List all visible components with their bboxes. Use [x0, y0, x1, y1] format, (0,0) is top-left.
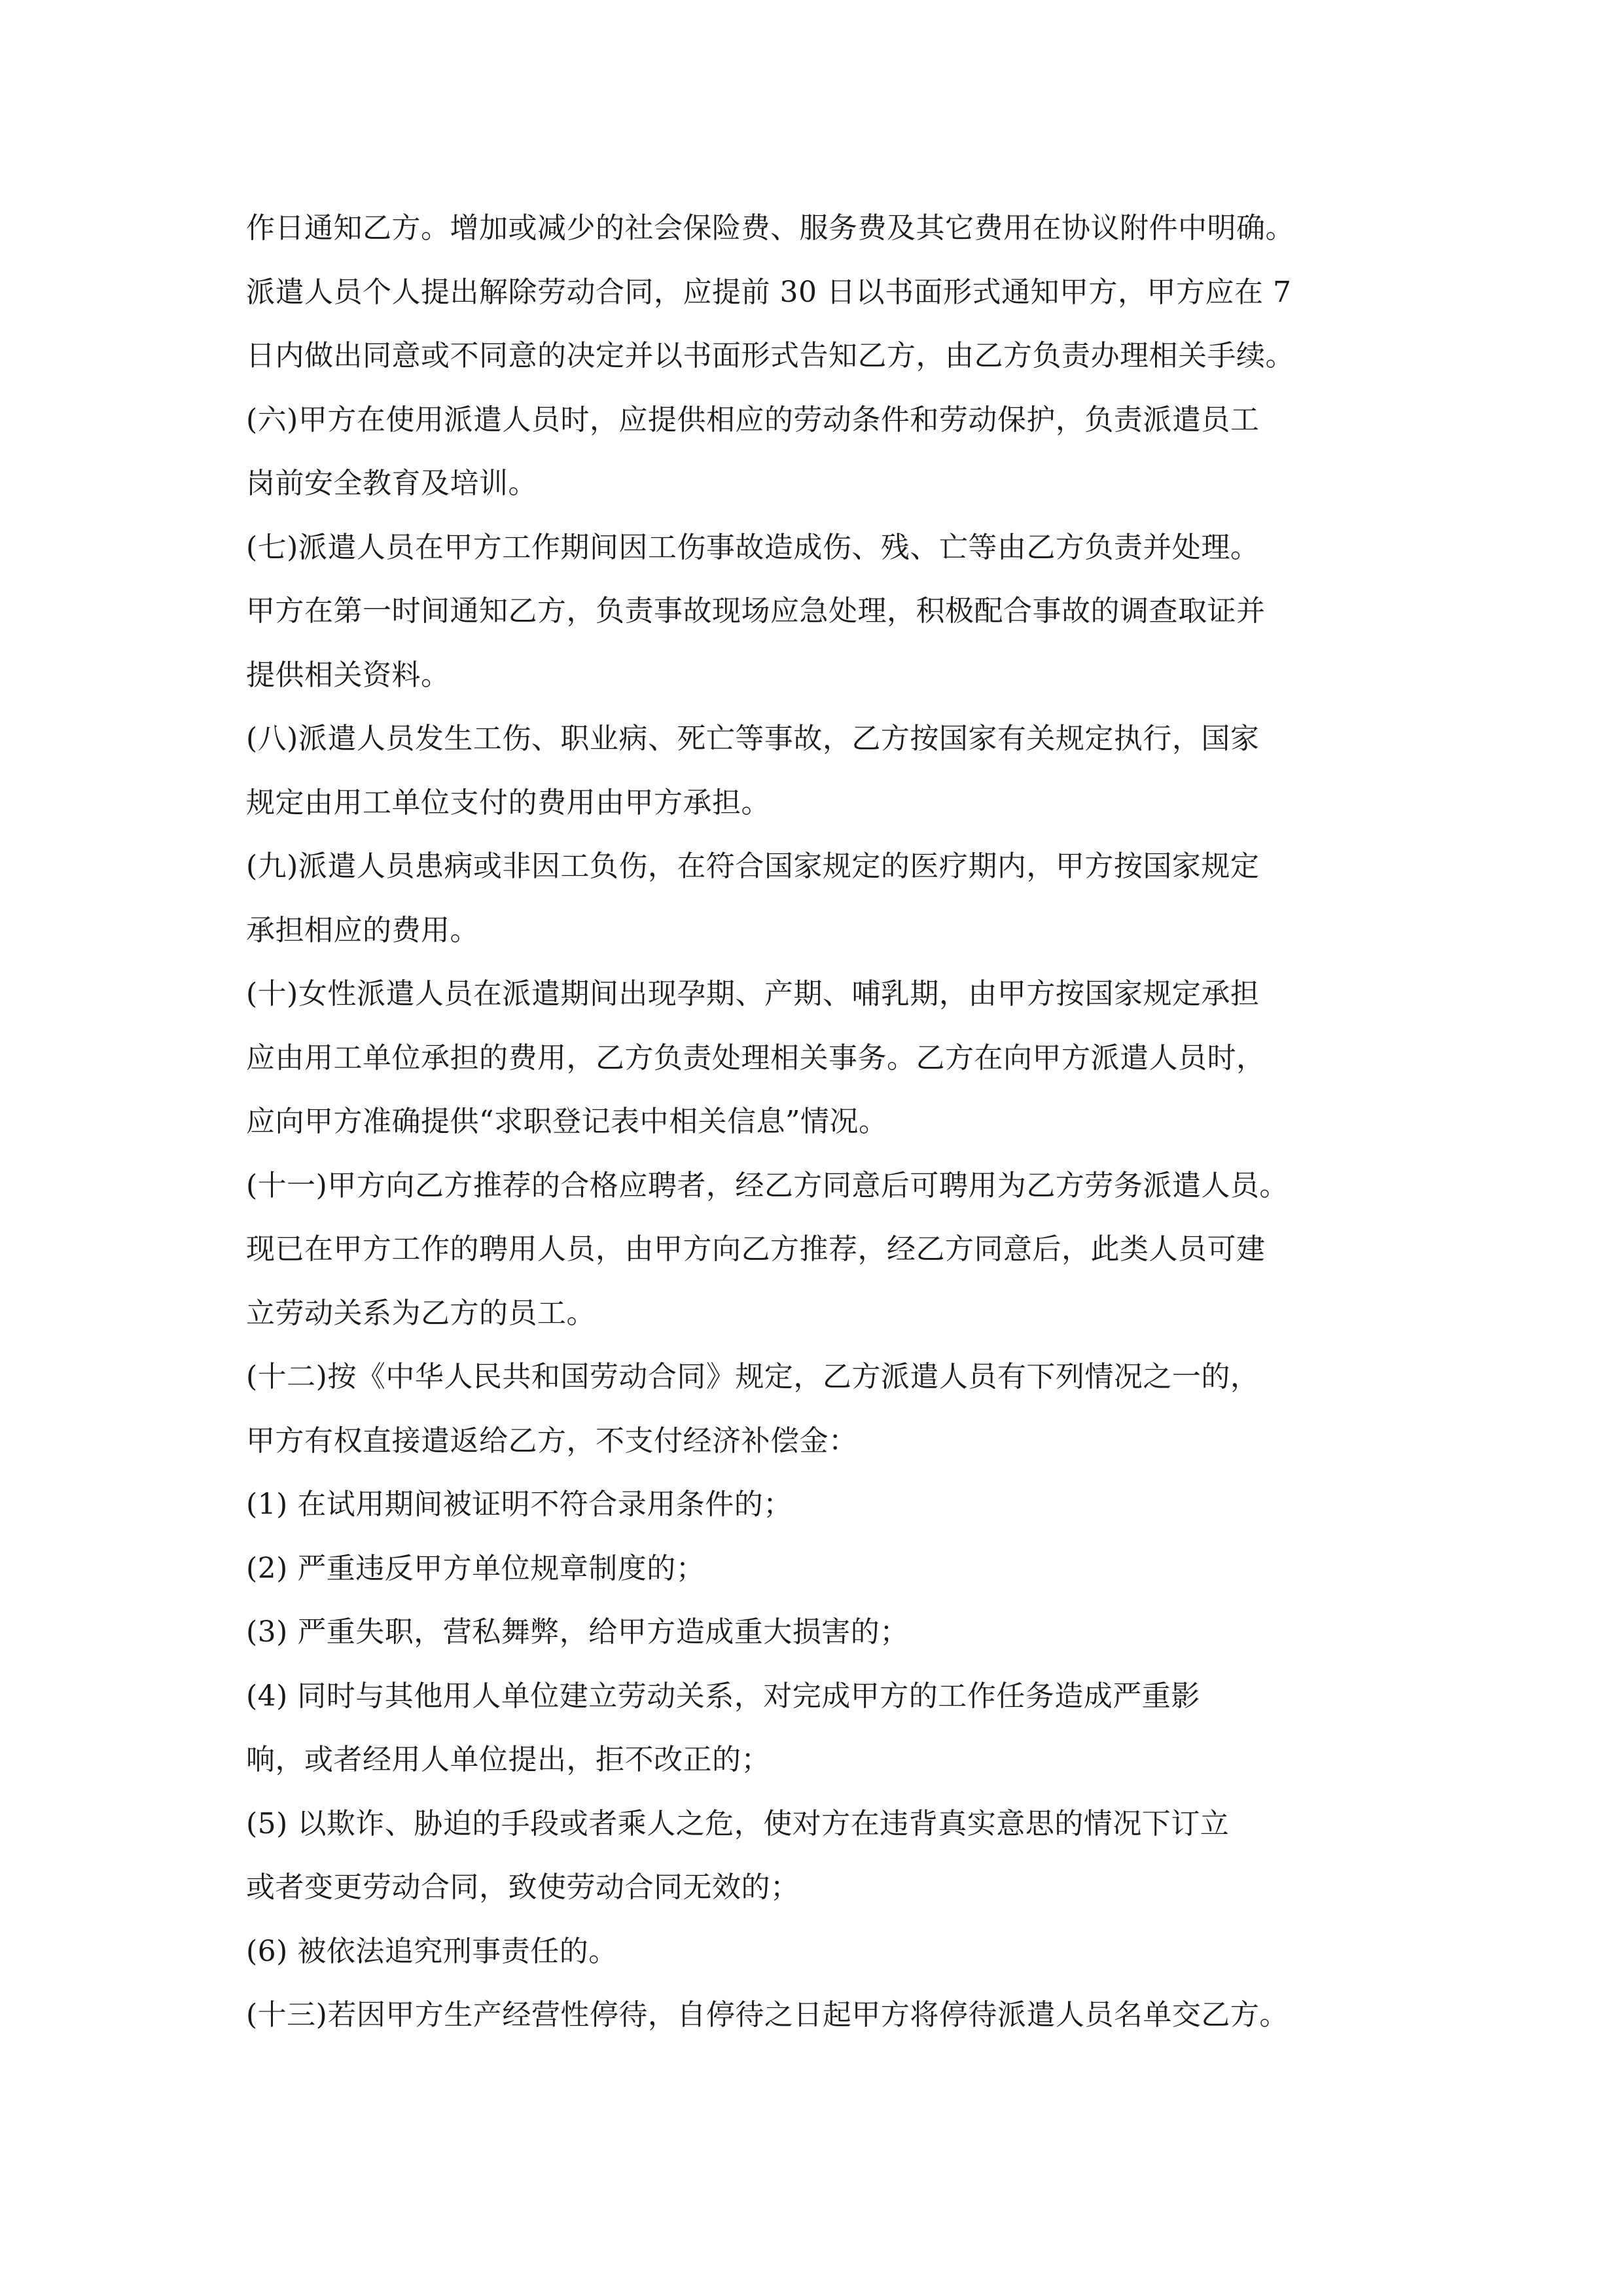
clause-11-line: (十一)甲方向乙方推荐的合格应聘者，经乙方同意后可聘用为乙方劳务派遣人员。: [246, 1168, 1289, 1202]
clause-6-line: (六)甲方在使用派遣人员时，应提供相应的劳动条件和劳动保护，负责派遣员工: [246, 403, 1260, 437]
text-line: 立劳动关系为乙方的员工。: [246, 1296, 596, 1330]
list-item-6: (6) 被依法追究刑事责任的。: [246, 1934, 618, 1968]
text-line: 提供相关资料。: [246, 658, 450, 692]
clause-10-line: (十)女性派遣人员在派遣期间出现孕期、产期、哺乳期，由甲方按国家规定承担: [246, 977, 1260, 1011]
list-item-4: (4) 同时与其他用人单位建立劳动关系，对完成甲方的工作任务造成严重影: [246, 1679, 1200, 1713]
text-line: 应由用工单位承担的费用，乙方负责处理相关事务。乙方在向甲方派遣人员时，: [246, 1041, 1266, 1075]
text-line: 作日通知乙方。增加或减少的社会保险费、服务费及其它费用在协议附件中明确。: [246, 211, 1294, 245]
text-line: 应向甲方准确提供“求职登记表中相关信息”情况。: [246, 1105, 888, 1138]
list-item-2: (2) 严重违反甲方单位规章制度的；: [246, 1551, 705, 1585]
text-line: 甲方有权直接遣返给乙方，不支付经济补偿金：: [246, 1424, 858, 1458]
text-line: 响，或者经用人单位提出，拒不改正的；: [246, 1743, 770, 1776]
list-item-3: (3) 严重失职，营私舞弊，给甲方造成重大损害的；: [246, 1615, 909, 1649]
contract-body-text: [246, 196, 1404, 2047]
text-line: 规定由用工单位支付的费用由甲方承担。: [246, 785, 770, 819]
text-line: 甲方在第一时间通知乙方，负责事故现场应急处理，积极配合事故的调查取证并: [246, 594, 1266, 628]
text-line: 现已在甲方工作的聘用人员，由甲方向乙方推荐，经乙方同意后，此类人员可建: [246, 1232, 1266, 1266]
text-line: 派遣人员个人提出解除劳动合同，应提前 30 日以书面形式通知甲方，甲方应在 7: [246, 275, 1292, 309]
text-line: 日内做出同意或不同意的决定并以书面形式告知乙方，由乙方负责办理相关手续。: [246, 339, 1294, 372]
clause-7-line: (七)派遣人员在甲方工作期间因工伤事故造成伤、残、亡等由乙方负责并处理。: [246, 530, 1260, 564]
text-line: 承担相应的费用。: [246, 913, 479, 947]
clause-9-line: (九)派遣人员患病或非因工负伤，在符合国家规定的医疗期内，甲方按国家规定: [246, 850, 1260, 883]
text-line: 或者变更劳动合同，致使劳动合同无效的；: [246, 1871, 800, 1904]
clause-13-line: (十三)若因甲方生产经营性停待，自停待之日起甲方将停待派遣人员名单交乙方。: [246, 1998, 1289, 2032]
clause-12-line: (十二)按《中华人民共和国劳动合同》规定，乙方派遣人员有下列情况之一的，: [246, 1360, 1260, 1393]
list-item-5: (5) 以欺诈、胁迫的手段或者乘人之危，使对方在违背真实意思的情况下订立: [246, 1806, 1230, 1840]
text-line: 岗前安全教育及培训。: [246, 467, 537, 500]
list-item-1: (1) 在试用期间被证明不符合录用条件的；: [246, 1488, 793, 1521]
clause-8-line: (八)派遣人员发生工伤、职业病、死亡等事故，乙方按国家有关规定执行，国家: [246, 722, 1260, 755]
